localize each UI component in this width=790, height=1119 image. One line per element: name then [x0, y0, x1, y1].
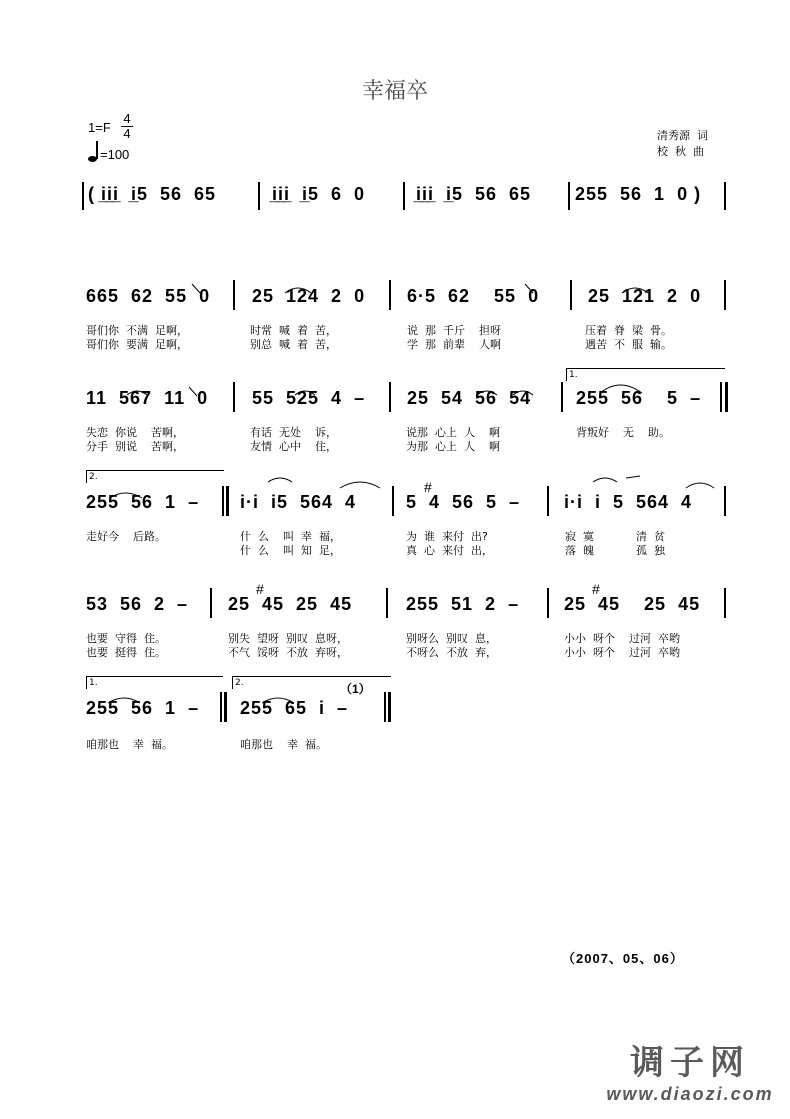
measure: ( i̲i̲i̲ i̲5 56 65: [88, 184, 217, 204]
lyric-line-1: 时常 喊 着 苦，: [250, 324, 337, 337]
svg-text:#: #: [592, 581, 600, 597]
lyric-line-1: 说那 心上 人 啊: [406, 426, 500, 439]
lyric-line-2: 为那 心上 人 啊: [406, 440, 500, 453]
lyric-line-2: 别总 喊 着 苦，: [250, 338, 337, 351]
composer-credit: 校 秋 曲: [657, 145, 704, 158]
lyric-line-2: 落 魄 孤 独: [565, 544, 665, 557]
composition-date: （2007、05、06）: [562, 951, 684, 966]
measure: 25 124 2 0: [252, 286, 366, 306]
lyric-line-2: 友情 心中 住，: [250, 440, 337, 453]
lyric-line-2: 不呀么 不放 弃，: [406, 646, 497, 659]
lyric-line-1: 背叛好 无 助。: [576, 426, 670, 439]
lyric-line-1: 小小 呀个 过河 卒哟: [564, 632, 680, 645]
measure: 55 525 4 –: [252, 388, 366, 408]
measure: 11 567 11 0: [86, 388, 209, 408]
lyric-line-2: 哥们你 要满 足啊，: [86, 338, 188, 351]
measure: 25 45 25 45: [564, 594, 701, 614]
measure: 255 56 1 0 ): [575, 184, 702, 204]
lyric-line-1: 咱那也 幸 福。: [86, 738, 173, 751]
lyric-line-1: 失恋 你说 苦啊，: [86, 426, 184, 439]
measure: 25 121 2 0: [588, 286, 702, 306]
lyric-line-1: 哥们你 不满 足啊，: [86, 324, 188, 337]
song-title: 幸福卒: [361, 79, 428, 104]
measure: 53 56 2 –: [86, 594, 189, 614]
measure: 255 65 i –: [240, 698, 349, 718]
second-ending-bracket: 2.: [232, 676, 391, 689]
measure: 255 56 1 –: [86, 698, 200, 718]
measure: 255 56 1 –: [86, 492, 200, 512]
lyric-line-1: 什 么 叫 幸 福，: [240, 530, 341, 543]
measure: 665 62 55 0: [86, 286, 211, 306]
lyric-line-1: 寂 寞 清 贫: [565, 530, 665, 543]
site-logo-name: 调子网: [630, 1043, 750, 1083]
lyric-line-1: 压着 脊 梁 骨。: [585, 324, 672, 337]
site-logo: [595, 1035, 785, 1105]
key-signature: 1=F: [88, 120, 111, 135]
measure: 255 56 5 –: [576, 388, 702, 408]
svg-text:#: #: [256, 581, 264, 597]
measure: 25 45 25 45: [228, 594, 353, 614]
measure: 255 51 2 –: [406, 594, 520, 614]
lyric-line-1: 说 那 千斤 担呀: [407, 324, 501, 337]
lyric-line-1: 别失 望呀 别叹 息呀，: [228, 632, 348, 645]
lyric-line-2: 学 那 前辈 人啊: [407, 338, 501, 351]
lyric-line-1: 咱那也 幸 福。: [240, 738, 327, 751]
time-signature-top: 4: [123, 111, 131, 126]
lyric-line-2: 不气 馁呀 不放 弃呀，: [228, 646, 348, 659]
credits: [657, 128, 708, 160]
time-signature: [119, 112, 135, 141]
lyric-line-2: 遇苦 不 服 输。: [585, 338, 672, 351]
measure: i̲i̲i̲ i̲5 6 0: [272, 184, 366, 204]
tempo-marking: [88, 140, 129, 162]
measure: i·i i5 564 4: [240, 492, 357, 512]
second-ending-bracket: 2.: [86, 470, 224, 483]
lyric-line-2: 也要 挺得 住。: [86, 646, 166, 659]
lyric-line-2: 小小 呀个 过河 卒哟: [564, 646, 680, 659]
lyric-line-1: 也要 守得 住。: [86, 632, 166, 645]
quarter-note-icon: [88, 140, 98, 162]
lyric-line-2: 什 么 叫 知 足，: [240, 544, 341, 557]
ending-number: （1）: [340, 682, 371, 696]
lyric-line-2: 分手 别说 苦啊，: [86, 440, 184, 453]
lyric-line-1: 为 谁 来付 出?: [406, 530, 488, 543]
measure: 6·5 62 55 0: [407, 286, 540, 306]
lyric-line-1: 走好今 后路。: [86, 530, 166, 543]
lyric-line-2: 真 心 来付 出，: [406, 544, 493, 557]
first-ending-bracket: 1.: [566, 368, 725, 381]
measure: 5 4 56 5 –: [406, 492, 521, 512]
lyric-line-1: 别呀么 别叹 息，: [406, 632, 497, 645]
time-signature-bottom: 4: [123, 126, 131, 141]
tempo-value: =100: [100, 147, 130, 162]
measure: 25 54 56 54: [407, 388, 532, 408]
svg-text:#: #: [424, 479, 432, 495]
site-logo-url: www.diaozi.com: [606, 1084, 774, 1104]
measure: i·i i 5 564 4: [564, 492, 693, 512]
lyricist-credit: 清秀源 词: [657, 129, 708, 142]
lyric-line-1: 有话 无处 诉，: [250, 426, 337, 439]
measure: i̲i̲i̲ i̲5 56 65: [416, 184, 532, 204]
first-ending-bracket: 1.: [86, 676, 223, 689]
